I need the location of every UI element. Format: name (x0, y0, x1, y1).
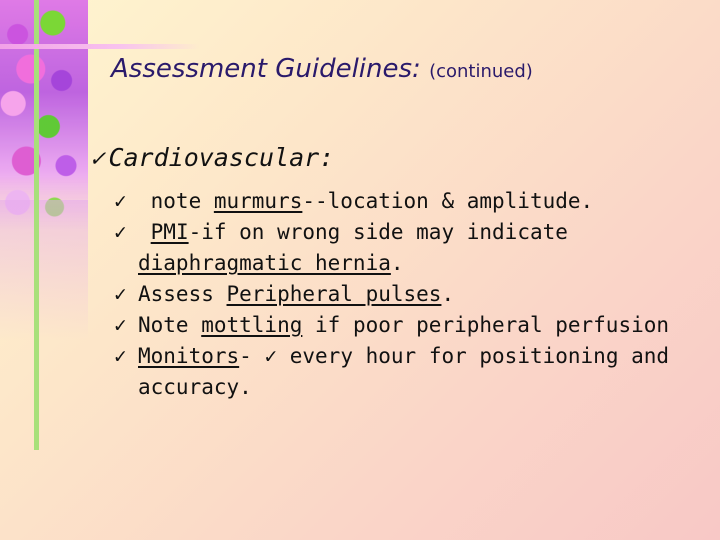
bullet-list (90, 186, 710, 403)
list-item (114, 310, 710, 341)
slide-title (111, 54, 533, 84)
item-text: note (138, 189, 214, 213)
item-underlined-term: mottling (201, 313, 303, 337)
check-icon: ✓ (90, 144, 105, 172)
decorative-floral-art (0, 0, 88, 230)
item-underlined-term: Peripheral pulses (226, 282, 442, 306)
item-underlined-term: murmurs (213, 189, 303, 213)
item-text: Note (138, 313, 202, 337)
horizontal-accent-line (0, 44, 200, 49)
item-underlined-term: Monitors (138, 344, 240, 368)
item-text: if poor peripheral perfusion (302, 313, 670, 337)
item-underlined-term: diaphragmatic hernia (138, 251, 391, 275)
title-main: Assessment Guidelines: (111, 54, 430, 84)
item-underlined-term: PMI (150, 220, 189, 244)
check-icon: ✓ (114, 282, 127, 306)
list-item (114, 217, 710, 279)
item-text: - (239, 344, 265, 368)
check-icon: ✓ (114, 313, 127, 337)
item-text: -if on wrong side may indicate (188, 220, 568, 244)
item-text: . (441, 282, 455, 306)
list-item (114, 279, 710, 310)
item-text: Assess (138, 282, 227, 306)
decorative-fade (0, 200, 88, 340)
vertical-accent-line (34, 0, 39, 450)
item-text: --location & amplitude. (302, 189, 594, 213)
item-text (138, 220, 151, 244)
slide-content (90, 138, 710, 403)
section-heading (90, 138, 710, 178)
item-text: every hour for positioning and accuracy. (138, 344, 670, 399)
list-item (114, 341, 710, 403)
list-item (114, 186, 710, 217)
check-icon: ✓ (264, 344, 278, 368)
check-icon: ✓ (114, 189, 127, 213)
title-sub: (continued) (429, 61, 533, 82)
item-text: . (390, 251, 404, 275)
section-heading-text: Cardiovascular: (108, 143, 335, 172)
check-icon: ✓ (114, 220, 127, 244)
check-icon: ✓ (114, 344, 127, 368)
